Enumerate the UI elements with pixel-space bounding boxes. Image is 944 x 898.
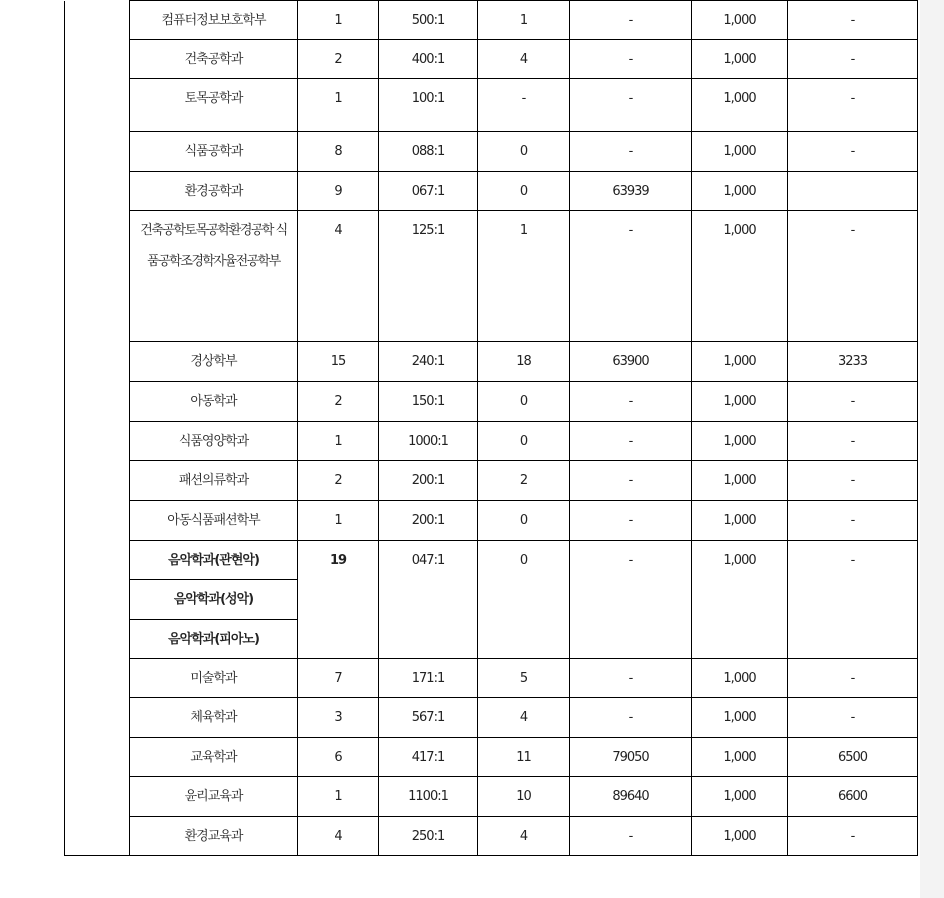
- table-cell: -: [788, 817, 918, 856]
- table-cell: -: [570, 79, 692, 132]
- table-cell: 4: [478, 698, 570, 738]
- table-cell: 63939: [570, 172, 692, 211]
- table-cell: -: [788, 422, 918, 461]
- table-cell: 1,000: [692, 172, 788, 211]
- table-row: [65, 422, 918, 461]
- table-cell: 1,000: [692, 659, 788, 698]
- table-cell: 11: [478, 738, 570, 777]
- table-cell: 417:1: [379, 738, 478, 777]
- table-cell: 0: [478, 422, 570, 461]
- table-cell: 음악학과(피아노): [130, 620, 298, 659]
- table-cell: 교육학과: [130, 738, 298, 777]
- table-cell: 체육학과: [130, 698, 298, 738]
- table-cell: -: [570, 40, 692, 79]
- table-cell: 0: [478, 132, 570, 172]
- table-cell: 1,000: [692, 382, 788, 422]
- table-cell: 0: [478, 501, 570, 541]
- table-cell: 2: [478, 461, 570, 501]
- table-cell: -: [788, 659, 918, 698]
- table-cell: 1: [298, 1, 379, 40]
- table-cell: 2: [298, 461, 379, 501]
- table-row: [65, 40, 918, 79]
- table-cell: -: [570, 659, 692, 698]
- table-cell: 경상학부: [130, 342, 298, 382]
- category-cell: [65, 1, 130, 856]
- table-row: [65, 738, 918, 777]
- table-cell: 2: [298, 40, 379, 79]
- table-row: [65, 172, 918, 211]
- table-cell: 150:1: [379, 382, 478, 422]
- table-cell: 1,000: [692, 461, 788, 501]
- table-cell: -: [478, 79, 570, 132]
- table-cell: 63900: [570, 342, 692, 382]
- table-cell: -: [570, 501, 692, 541]
- table-cell: -: [570, 541, 692, 659]
- table-cell: -: [570, 1, 692, 40]
- table-cell: 1,000: [692, 541, 788, 659]
- table-cell: 0: [478, 382, 570, 422]
- table-cell: 171:1: [379, 659, 478, 698]
- table-cell: 10: [478, 777, 570, 817]
- table-cell: 아동학과: [130, 382, 298, 422]
- table-cell: 1100:1: [379, 777, 478, 817]
- table-cell: 125:1: [379, 211, 478, 342]
- table-cell: 3233: [788, 342, 918, 382]
- table-cell: 1,000: [692, 738, 788, 777]
- table-cell: -: [570, 382, 692, 422]
- table-cell: 식품영양학과: [130, 422, 298, 461]
- table-cell: 5: [478, 659, 570, 698]
- table-cell: 1,000: [692, 698, 788, 738]
- table-cell: 79050: [570, 738, 692, 777]
- table-cell: 067:1: [379, 172, 478, 211]
- table-cell: 2: [298, 382, 379, 422]
- table-cell: 18: [478, 342, 570, 382]
- table-cell: 088:1: [379, 132, 478, 172]
- table-cell: 토목공학과: [130, 79, 298, 132]
- table-cell: 1,000: [692, 342, 788, 382]
- table-cell: 1: [298, 422, 379, 461]
- table-row: [65, 541, 918, 580]
- table-cell: 19: [298, 541, 379, 659]
- table-cell: 89640: [570, 777, 692, 817]
- table-cell: -: [570, 211, 692, 342]
- table-cell: 환경공학과: [130, 172, 298, 211]
- table-row: [65, 382, 918, 422]
- table-row: [65, 461, 918, 501]
- table-cell: 아동식품패션학부: [130, 501, 298, 541]
- admission-table: [64, 0, 918, 856]
- table-row: [65, 698, 918, 738]
- table-cell: -: [788, 132, 918, 172]
- table-cell: 200:1: [379, 461, 478, 501]
- table-cell: 패션의류학과: [130, 461, 298, 501]
- table-cell: -: [570, 132, 692, 172]
- table-cell: 1: [478, 1, 570, 40]
- table-cell: 6: [298, 738, 379, 777]
- table-cell: 240:1: [379, 342, 478, 382]
- table-cell: [788, 172, 918, 211]
- table-cell: 3: [298, 698, 379, 738]
- table-cell: -: [788, 1, 918, 40]
- table-cell: 8: [298, 132, 379, 172]
- table-cell: 047:1: [379, 541, 478, 659]
- table-cell: 9: [298, 172, 379, 211]
- table-cell: 환경교육과: [130, 817, 298, 856]
- table-cell: 1,000: [692, 40, 788, 79]
- table-cell: -: [570, 422, 692, 461]
- table-cell: 100:1: [379, 79, 478, 132]
- table-cell: -: [570, 698, 692, 738]
- table-row: [65, 501, 918, 541]
- table-cell: 미술학과: [130, 659, 298, 698]
- table-cell: -: [788, 541, 918, 659]
- table-cell: -: [788, 698, 918, 738]
- table-cell: 식품공학과: [130, 132, 298, 172]
- table-cell: -: [788, 382, 918, 422]
- table-cell: 4: [298, 817, 379, 856]
- table-cell: 15: [298, 342, 379, 382]
- table-cell: 음악학과(성악): [130, 580, 298, 620]
- table-row: [65, 659, 918, 698]
- table-row: [65, 817, 918, 856]
- table-cell: 1,000: [692, 132, 788, 172]
- table-cell: 1,000: [692, 817, 788, 856]
- table-cell: 1,000: [692, 79, 788, 132]
- table-row: [65, 211, 918, 342]
- table-row: [65, 1, 918, 40]
- table-cell: 음악학과(관현악): [130, 541, 298, 580]
- table-cell: 윤리교육과: [130, 777, 298, 817]
- table-cell: -: [788, 461, 918, 501]
- table-cell: 건축공학과: [130, 40, 298, 79]
- table-cell: 4: [478, 40, 570, 79]
- table-cell: 500:1: [379, 1, 478, 40]
- table-cell: 6600: [788, 777, 918, 817]
- table-cell: 1: [298, 777, 379, 817]
- table-cell: 7: [298, 659, 379, 698]
- table-cell: 400:1: [379, 40, 478, 79]
- table-cell: -: [570, 461, 692, 501]
- table-cell: 0: [478, 172, 570, 211]
- table-cell: 1: [298, 501, 379, 541]
- table-cell: 1,000: [692, 501, 788, 541]
- table-row: [65, 777, 918, 817]
- table-cell: 1,000: [692, 422, 788, 461]
- table-cell: -: [788, 211, 918, 342]
- table-cell: 1000:1: [379, 422, 478, 461]
- table-row: [65, 132, 918, 172]
- table-cell: 0: [478, 541, 570, 659]
- table-row: [65, 342, 918, 382]
- table-row: [65, 79, 918, 132]
- table-cell: 567:1: [379, 698, 478, 738]
- table-cell: -: [570, 817, 692, 856]
- table-cell: 6500: [788, 738, 918, 777]
- table-cell: 1,000: [692, 1, 788, 40]
- table-cell: 1: [298, 79, 379, 132]
- table-cell: 4: [298, 211, 379, 342]
- table-cell: 컴퓨터정보보호학부: [130, 1, 298, 40]
- table-cell: 1,000: [692, 777, 788, 817]
- table-cell: 4: [478, 817, 570, 856]
- table-cell: 건축공학토목공학환경공학 식품공학조경학자율전공학부: [130, 211, 298, 342]
- table-cell: -: [788, 79, 918, 132]
- table-cell: 200:1: [379, 501, 478, 541]
- table-cell: -: [788, 40, 918, 79]
- table-cell: 1,000: [692, 211, 788, 342]
- table-cell: -: [788, 501, 918, 541]
- table-cell: 250:1: [379, 817, 478, 856]
- table-cell: 1: [478, 211, 570, 342]
